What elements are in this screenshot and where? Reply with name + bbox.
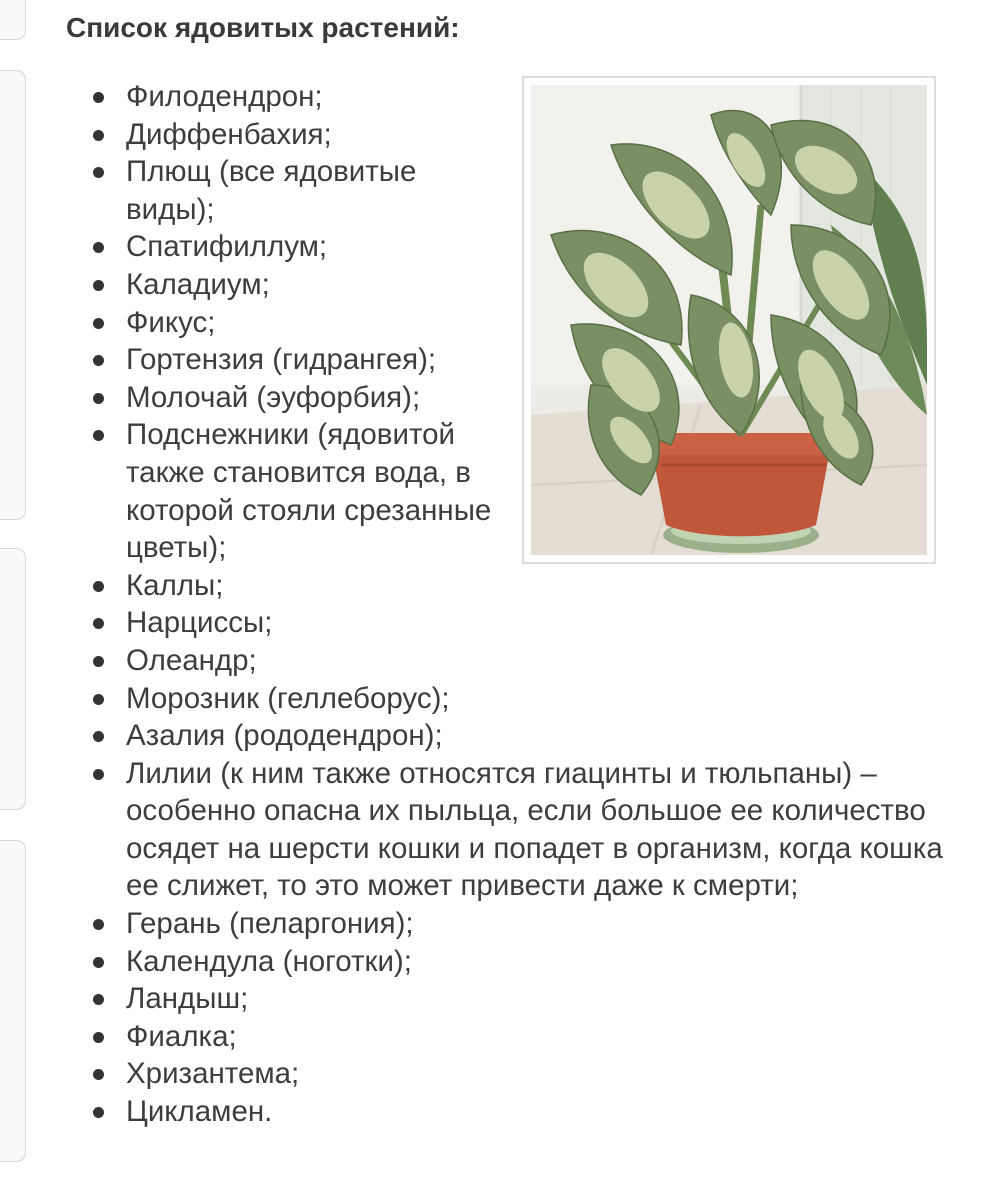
list-item: Морозник (геллеборус); (126, 680, 956, 718)
list-item: Цикламен. (126, 1093, 956, 1131)
list-item: Календула (ноготки); (126, 943, 956, 981)
poisonous-plants-list (126, 78, 956, 1131)
page-title: Список ядовитых растений: (66, 12, 460, 43)
list-item: Герань (пеларгония); (126, 905, 956, 943)
list-item: Фиалка; (126, 1018, 956, 1056)
side-card (0, 548, 26, 810)
list-item: Плющ (все ядовитые виды); (126, 153, 461, 228)
list-item: Хризантема; (126, 1055, 956, 1093)
list-item: Филодендрон; (126, 78, 511, 116)
list-item: Подснежники (ядовитой также становится вода, в которой стояли срезанные цветы); (126, 416, 506, 566)
list-item: Лилии (к ним также относятся гиацинты и тюльпаны) – особенно опасна их пыльца, если большое ее количество осядет на шерсти кошки и попадет в организм, когда кошка ее слижет, то это может привести даже к смерти; (126, 755, 956, 905)
list-item: Олеандр; (126, 642, 956, 680)
list-item: Молочай (эуфорбия); (126, 379, 511, 417)
list-item: Фикус; (126, 304, 511, 342)
list-item: Каладиум; (126, 266, 511, 304)
list-item: Азалия (рододендрон); (126, 717, 956, 755)
side-card (0, 0, 26, 40)
side-card (0, 840, 26, 1162)
list-item: Ландыш; (126, 980, 956, 1018)
list-item: Каллы; (126, 567, 956, 605)
list-item: Нарциссы; (126, 604, 956, 642)
list-item: Спатифиллум; (126, 228, 511, 266)
side-card (0, 70, 26, 520)
list-item: Гортензия (гидрангея); (126, 341, 511, 379)
list-item: Диффенбахия; (126, 116, 511, 154)
